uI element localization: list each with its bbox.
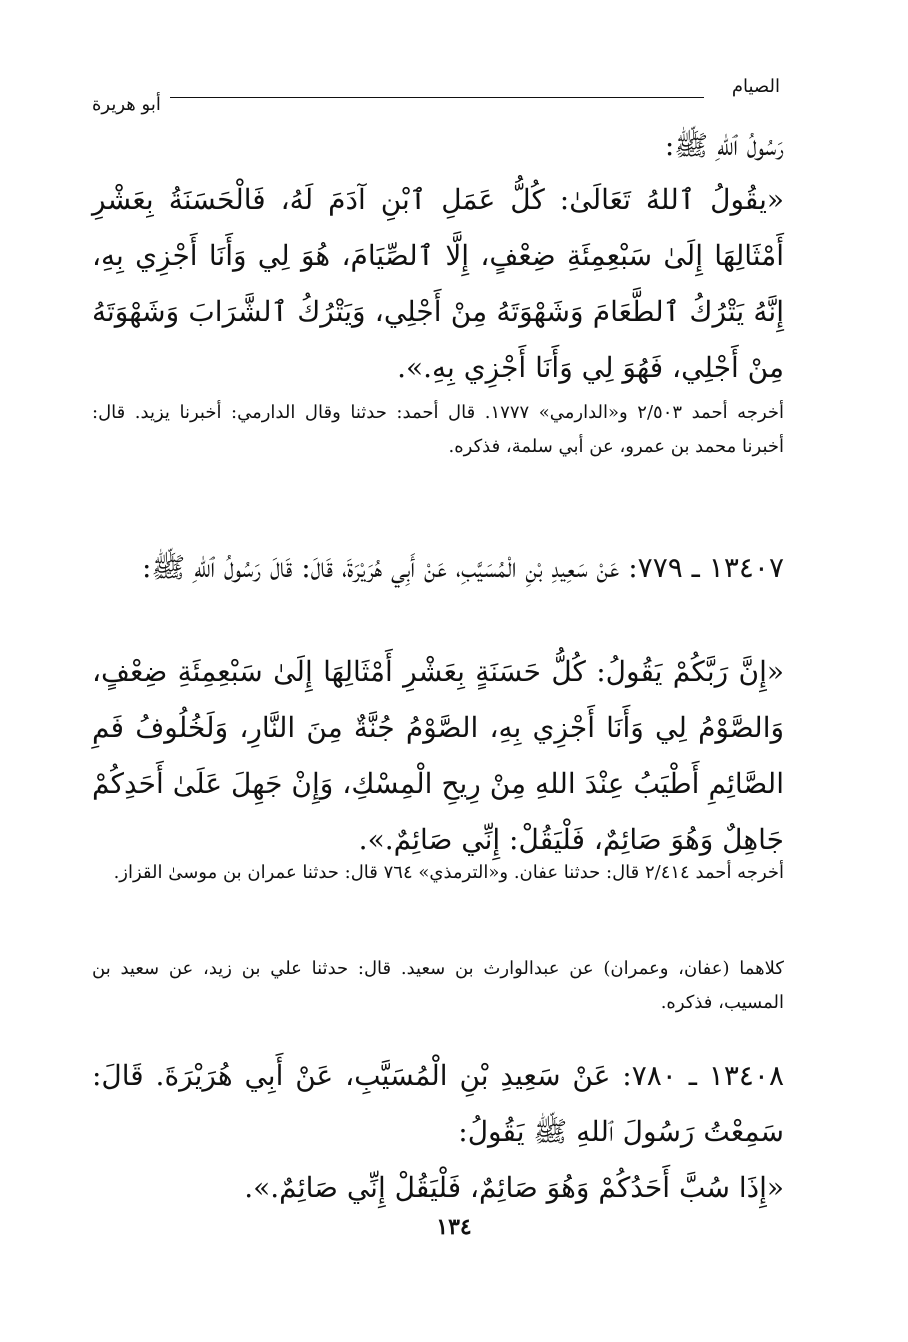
hadith-2-takhrij-2: كلاهما (عفان، وعمران) عن عبدالوارث بن سعيد. قال: حدثنا علي بن زيد، عن سعيد بن المسيب، فذكره. [92, 958, 784, 1013]
hadith-1-intro: رَسُولُ ٱللهِ ﷺ: [664, 129, 784, 162]
hadith-1-text: «يقُولُ ٱللهُ تَعَالَىٰ: كُلُّ عَمَلِ ٱبْنِ آدَمَ لَهُ، فَالْحَسَنَةُ بِعَشْرِ أَمْثَالِهَا إِلَىٰ سَبْعِمِئَةِ ضِعْفٍ، إِلَّا ٱلصِّيَامَ، هُوَ لِي وَأَنَا أَجْزِي بِهِ، إِنَّهُ يَتْرُكُ ٱلطَّعَامَ وَشَهْوَتَهُ مِنْ أَجْلِي، وَيَتْرُكُ ٱلشَّرَابَ وَشَهْوَتَهُ مِنْ أَجْلِي، فَهُوَ لِي وَأَنَا أَجْزِي بِهِ.». [92, 183, 784, 384]
hadith-1-takhrij: أخرجه أحمد ٢/٥٠٣ و«الدارمي» ١٧٧٧. قال أحمد: حدثنا وقال الدارمي: أخبرنا يزيد. قال: أخبرنا محمد بن عمرو، عن أبي سلمة، فذكره. [92, 402, 784, 457]
hadith-2-text: «إِنَّ رَبَّكُمْ يَقُولُ: كُلُّ حَسَنَةٍ بِعَشْرِ أَمْثَالِهَا إِلَىٰ سَبْعِمِئَةِ ضِعْفٍ، وَالصَّوْمُ لِي وَأَنَا أَجْزِي بِهِ، الصَّوْمُ جُنَّةٌ مِنَ النَّارِ، وَلَخُلُوفُ فَمِ الصَّائِمِ أَطْيَبُ عِنْدَ اللهِ مِنْ رِيحِ الْمِسْكِ، وَإِنْ جَهِلَ عَلَىٰ أَحَدِكُمْ جَاهِلٌ وَهُوَ صَائِمٌ، فَلْيَقُلْ: إِنِّي صَائِمٌ.». [92, 655, 784, 856]
running-header [92, 76, 780, 116]
page-number: ١٣٤ [436, 1214, 472, 1240]
header-rule [170, 97, 704, 98]
chapter-title: الصيام [731, 76, 780, 97]
hadith-3-text: «إِذَا سُبَّ أَحَدُكُمْ وَهُوَ صَائِمٌ، فَلْيَقُلْ إِنِّي صَائِمٌ.». [244, 1171, 784, 1204]
hadith-2-isnad: ١٣٤٠٧ ـ ٧٧٩: عَنْ سَعِيدِ بْنِ الْمُسَيَّبِ، عَنْ أَبِي هُرَيْرَةَ، قَالَ: قَالَ رَسُولُ ٱللهِ ﷺ: [141, 551, 784, 584]
narrator-title: أبو هريرة [92, 94, 161, 115]
hadith-3-isnad: ١٣٤٠٨ ـ ٧٨٠: عَنْ سَعِيدِ بْنِ الْمُسَيَّبِ، عَنْ أَبِي هُرَيْرَةَ. قَالَ: سَمِعْتُ رَسُولَ ٱللهِ ﷺ يَقُولُ: [92, 1059, 784, 1148]
hadith-2-takhrij-1: أخرجه أحمد ٢/٤١٤ قال: حدثنا عفان. و«الترمذي» ٧٦٤ قال: حدثنا عمران بن موسىٰ القزاز. [113, 862, 784, 883]
